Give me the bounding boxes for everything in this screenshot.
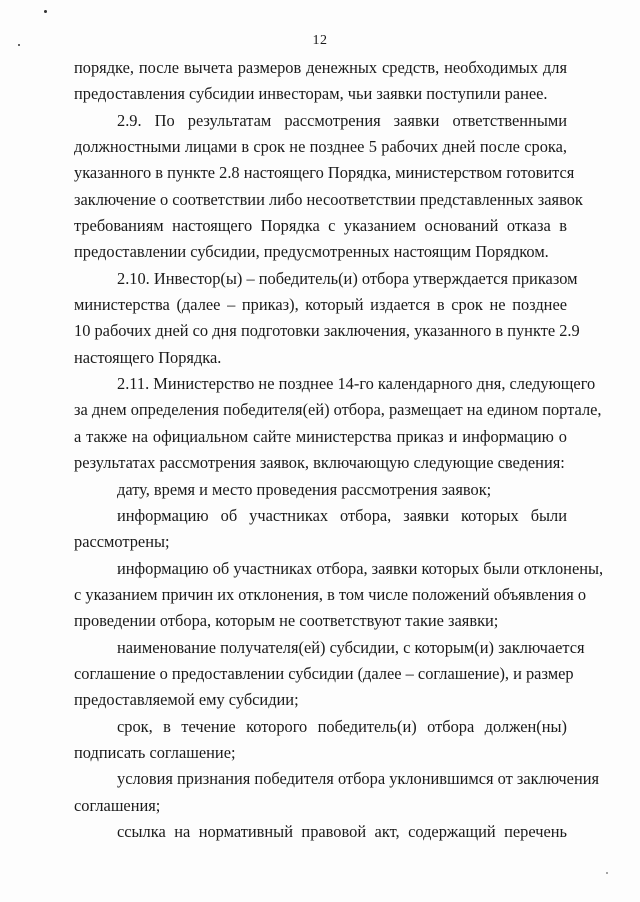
text-line: настоящего Порядка. (74, 347, 222, 367)
document-body (74, 55, 604, 845)
text-line: результатах рассмотрения заявок, включающую следующие сведения: (74, 453, 565, 473)
page-number: 12 (312, 33, 328, 48)
text-line: рассмотрены; (74, 532, 170, 552)
text-line: за днем определения победителя(ей) отбора, размещает на едином портале, (74, 400, 602, 420)
text-line: наименование получателя(ей) субсидии, с которым(и) заключается (117, 637, 585, 657)
text-line: информацию об участниках отбора, заявки которых были отклонены, (117, 558, 604, 578)
text-line: предоставляемой ему субсидии; (74, 690, 299, 710)
text-line: предоставления субсидии инвесторам, чьи заявки поступили ранее. (74, 84, 548, 104)
text-line: а также на официальном сайте министерства приказ и информацию о (74, 426, 567, 446)
text-line: подписать соглашение; (74, 742, 236, 762)
scan-speck (44, 10, 47, 13)
scan-speck (606, 872, 608, 874)
text-line: министерства (далее – приказ), который издается в срок не позднее (74, 295, 567, 315)
text-line: проведении отбора, которым не соответствуют такие заявки; (74, 611, 499, 631)
text-line: указанного в пункте 2.8 настоящего Порядка, министерством готовится (74, 163, 575, 183)
text-line: 2.11. Министерство не позднее 14-го календарного дня, следующего (117, 374, 596, 394)
text-line: срок, в течение которого победитель(и) отбора должен(ны) (117, 716, 567, 736)
text-line: 2.10. Инвестор(ы) – победитель(и) отбора утверждается приказом (117, 268, 578, 288)
text-line: с указанием причин их отклонения, в том числе положений объявления о (74, 584, 587, 604)
text-line: предоставлении субсидии, предусмотренных настоящим Порядком. (74, 242, 549, 262)
text-line: ссылка на нормативный правовой акт, содержащий перечень (117, 821, 567, 841)
text-line: порядке, после вычета размеров денежных средств, необходимых для (74, 58, 567, 77)
text-line: должностными лицами в срок не позднее 5 рабочих дней после срока, (74, 137, 567, 157)
text-line: соглашение о предоставлении субсидии (далее – соглашение), и размер (74, 663, 574, 683)
text-line: информацию об участниках отбора, заявки которых были (117, 505, 567, 525)
text-line: дату, время и место проведения рассмотрения заявок; (117, 479, 492, 499)
text-line: 10 рабочих дней со дня подготовки заключения, указанного в пункте 2.9 (74, 321, 580, 341)
text-line: условия признания победителя отбора уклонившимся от заключения (117, 769, 600, 789)
text-line: 2.9. По результатам рассмотрения заявки ответственными (117, 110, 567, 130)
text-line: требованиям настоящего Порядка с указанием оснований отказа в (74, 216, 567, 236)
text-line: заключение о соответствии либо несоответствии представленных заявок (74, 189, 583, 209)
text-line: соглашения; (74, 795, 161, 815)
